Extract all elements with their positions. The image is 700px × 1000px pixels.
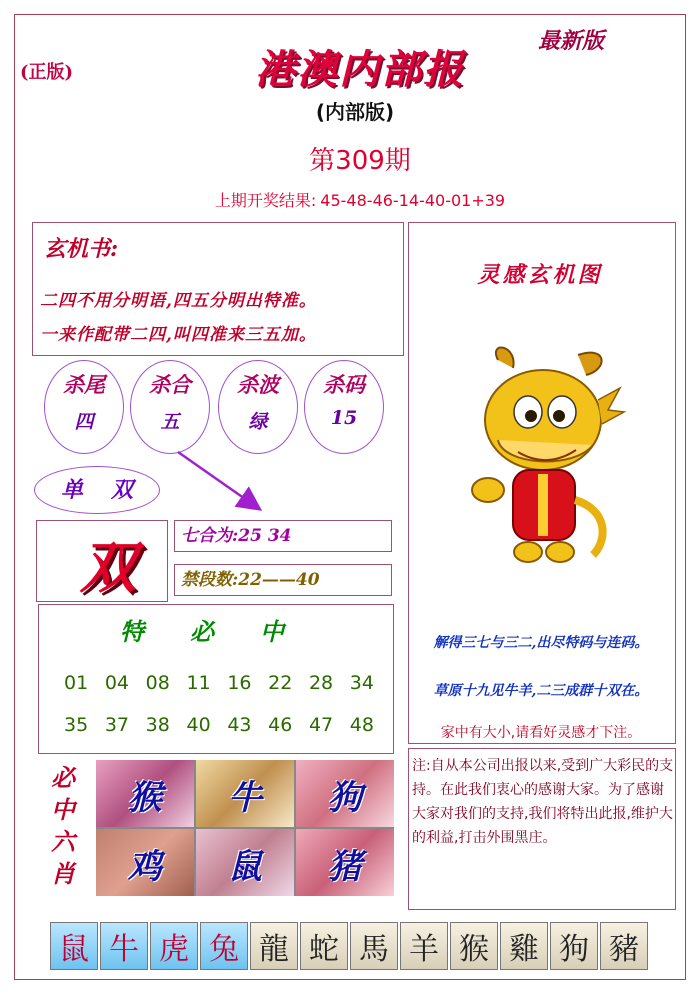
zodiac-photo-cell: [96, 829, 194, 896]
tip-oval-tail: [44, 360, 124, 454]
newest-edition-tag: 最新版: [538, 28, 605, 54]
tip-value: 四: [74, 411, 94, 433]
seven-sum-text: 七合为:25 34: [181, 526, 292, 546]
number-cell: 22: [268, 672, 293, 694]
zodiac-tile: 馬: [350, 922, 398, 970]
zodiac-animal: 猴: [128, 778, 162, 818]
zodiac-tile: 羊: [400, 922, 448, 970]
number-cell: 28: [308, 672, 334, 694]
notice-text: 注:自从本公司出报以来,受到广大彩民的支持。在此我们衷心的感谢大家。为了感谢大家对我们的支持,我们将特出此报,维护大的利益,打击外围黑庄。: [412, 758, 674, 846]
tip-oval-wave: [218, 360, 298, 454]
number-cell: 43: [227, 714, 252, 736]
six-zodiac-label-char: 必: [51, 763, 75, 792]
zodiac-animal: 狗: [328, 778, 362, 818]
zodiac-animal: 鸡: [128, 847, 162, 887]
verse-line-1: 二四不用分明语,四五分明出特准。: [40, 291, 317, 311]
tip-value: 五: [160, 411, 180, 433]
zodiac-animal: 猪: [328, 847, 362, 887]
last-draw-label: 上期开奖结果:: [214, 191, 317, 210]
verse-line-2: 一来作配带二四,叫四准来三五加。: [40, 325, 317, 345]
number-cell: 37: [104, 714, 130, 736]
zodiac-tile: 兔: [200, 922, 248, 970]
figure-advice: 家中有大小,请看好灵感才下注。: [440, 725, 642, 741]
zodiac-tile: 猴: [450, 922, 498, 970]
parity-odd: 单: [60, 477, 111, 503]
zodiac-tile: 雞: [500, 922, 548, 970]
zodiac-photo-cell: [296, 760, 394, 827]
number-cell: 47: [308, 714, 334, 736]
numbers-row-1: [64, 672, 374, 694]
figure-verse-line-2: 草原十九见牛羊,二三成群十双在。: [433, 683, 649, 699]
figure-title: 灵感玄机图: [477, 262, 603, 288]
zodiac-photo-cell: [196, 829, 294, 896]
six-zodiac-label-char: 肖: [51, 859, 75, 888]
figure-verse-line-1: 解得三七与三二,出尽特码与连码。: [433, 635, 649, 651]
six-zodiac-label-char: 中: [51, 795, 75, 824]
masthead-title: 港澳内部报: [255, 46, 465, 93]
excluded-text: 禁段数:22——40: [181, 570, 320, 590]
tip-oval-number: [304, 360, 384, 454]
zodiac-tile: 豬: [600, 922, 648, 970]
tip-title: 杀尾: [63, 372, 105, 397]
zodiac-animal: 牛: [228, 778, 262, 818]
six-zodiac-label: [48, 762, 78, 890]
dragon-illustration: [458, 340, 628, 590]
number-cell: 08: [145, 672, 170, 694]
parity-even: 双: [111, 477, 134, 503]
zodiac-tile: 虎: [150, 922, 198, 970]
zodiac-photo-cell: [96, 760, 194, 827]
number-cell: 40: [186, 714, 211, 736]
tip-oval-combo: [130, 360, 210, 454]
zodiac-tile: 蛇: [300, 922, 348, 970]
zodiac-photo-cell: [196, 760, 294, 827]
last-draw-numbers: 45-48-46-14-40-01+39: [320, 191, 506, 210]
masthead-subtitle: (内部版): [315, 100, 395, 124]
excluded-box: [174, 564, 392, 596]
zodiac-tile: 鼠: [50, 922, 98, 970]
edition-tag: (正版): [20, 62, 74, 83]
tip-value: 15: [330, 407, 358, 429]
verse-heading: 玄机书:: [44, 236, 119, 262]
six-zodiac-label-char: 六: [51, 827, 75, 856]
tip-value: 绿: [248, 411, 268, 433]
special-title: 特必中: [120, 617, 330, 646]
big-char: 双: [80, 535, 136, 601]
number-cell: 46: [268, 714, 293, 736]
tip-title: 杀码: [323, 372, 365, 397]
zodiac-photo-cell: [296, 829, 394, 896]
number-cell: 04: [104, 672, 130, 694]
number-cell: 35: [64, 714, 89, 736]
tip-title: 杀合: [149, 372, 191, 397]
arrow-graphic: [172, 448, 272, 518]
last-draw-result: [150, 188, 570, 211]
zodiac-tile: 牛: [100, 922, 148, 970]
number-cell: 01: [64, 672, 89, 694]
parity-oval: [34, 466, 160, 514]
zodiac-strip: [50, 922, 648, 970]
number-cell: 38: [145, 714, 170, 736]
seven-sum-box: [174, 520, 392, 552]
zodiac-animal: 鼠: [228, 847, 262, 887]
number-cell: 11: [186, 672, 211, 694]
zodiac-tile: 狗: [550, 922, 598, 970]
number-cell: 16: [227, 672, 252, 694]
number-cell: 48: [349, 714, 374, 736]
tip-title: 杀波: [237, 372, 279, 397]
issue-number: 第309期: [309, 146, 411, 176]
zodiac-tile: 龍: [250, 922, 298, 970]
numbers-row-2: [64, 714, 374, 736]
six-zodiac-grid: [96, 760, 394, 896]
number-cell: 34: [349, 672, 374, 694]
